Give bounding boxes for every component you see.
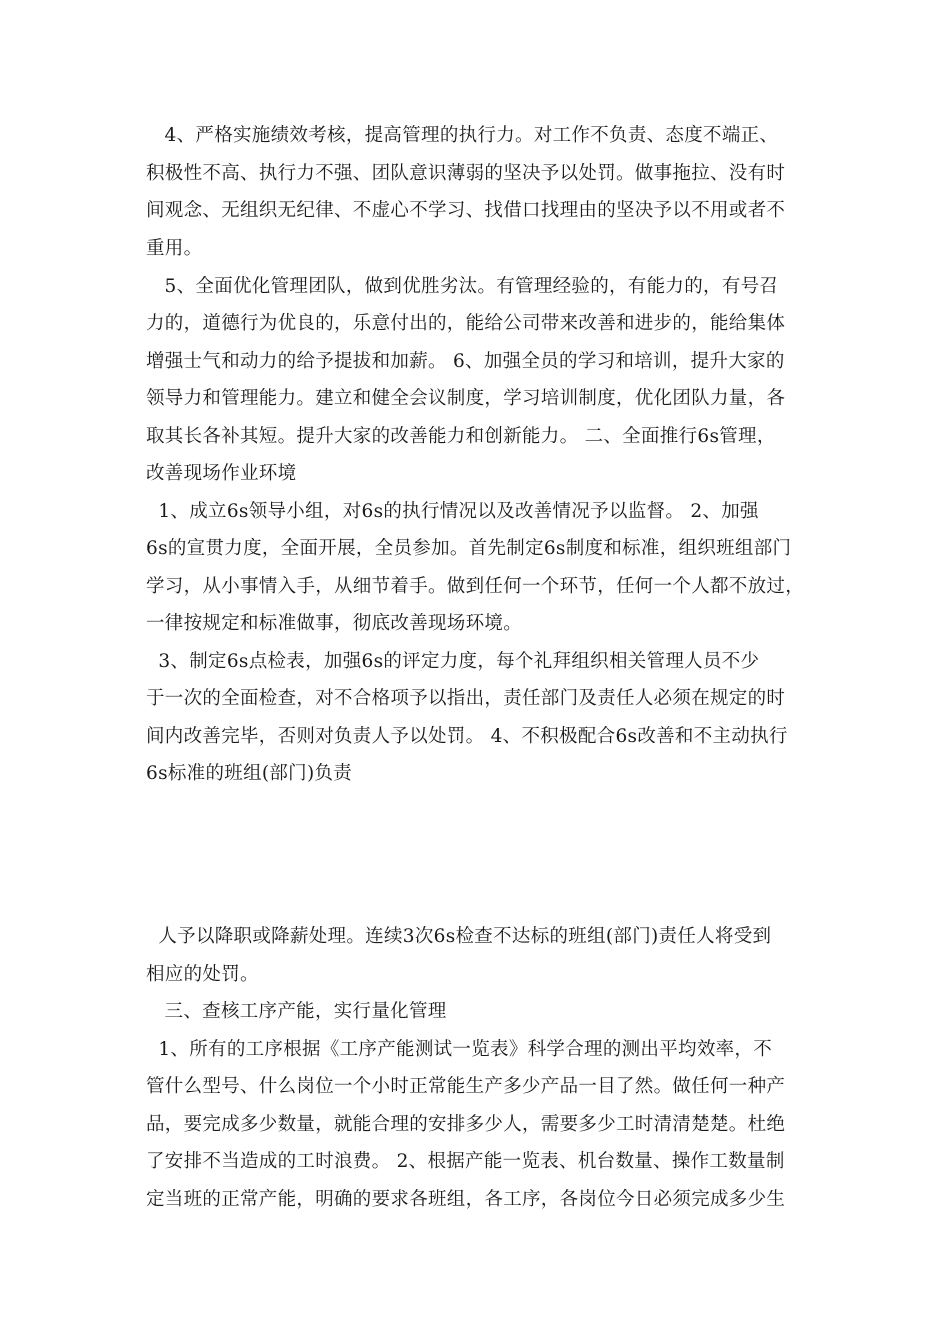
paragraph-line: 定当班的正常产能，明确的要求各班组，各工序，各岗位今日必须完成多少生 <box>146 1189 786 1210</box>
paragraph-line: 改善现场作业环境 <box>146 463 297 484</box>
paragraph-line: 相应的处罚。 <box>146 964 259 985</box>
paragraph-line: 增强士气和动力的给予提拔和加薪。 6、加强全员的学习和培训，提升大家的 <box>146 351 785 372</box>
paragraph-line: 人予以降职或降薪处理。连续3次6s检查不达标的班组(部门)责任人将受到 <box>146 926 772 947</box>
paragraph-line: 3、制定6s点检表，加强6s的评定力度，每个礼拜组织相关管理人员不少 <box>146 651 760 672</box>
paragraph-line: 取其长各补其短。提升大家的改善能力和创新能力。 二、全面推行6s管理， <box>146 426 776 447</box>
paragraph-line: 积极性不高、执行力不强、团队意识薄弱的坚决予以处罚。做事拖拉、没有时 <box>146 163 786 184</box>
paragraph-line: 管什么型号、什么岗位一个小时正常能生产多少产品一目了然。做任何一种产 <box>146 1076 786 1097</box>
paragraph-line: 1、成立6s领导小组，对6s的执行情况以及改善情况予以监督。 2、加强 <box>146 501 759 522</box>
paragraph-line: 学习，从小事情入手，从细节着手。做到任何一个环节，任何一个人都不放过， <box>146 576 805 597</box>
paragraph-line: 品，要完成多少数量，就能合理的安排多少人，需要多少工时清清楚楚。杜绝 <box>146 1114 786 1135</box>
paragraph-line: 6s标准的班组(部门)负责 <box>146 763 353 784</box>
paragraph-line: 于一次的全面检查，对不合格项予以指出，责任部门及责任人必须在规定的时 <box>146 688 786 709</box>
paragraph-line: 了安排不当造成的工时浪费。 2、根据产能一览表、机台数量、操作工数量制 <box>146 1151 785 1172</box>
paragraph-line: 间内改善完毕，否则对负责人予以处罚。 4、不积极配合6s改善和不主动执行 <box>146 726 788 747</box>
paragraph-line: 间观念、无组织无纪律、不虚心不学习、找借口找理由的坚决予以不用或者不 <box>146 200 786 221</box>
paragraph-line: 一律按规定和标准做事，彻底改善现场环境。 <box>146 613 523 634</box>
paragraph-line: 重用。 <box>146 238 203 259</box>
paragraph-line: 4、严格实施绩效考核，提高管理的执行力。对工作不负责、态度不端正、 <box>146 125 779 146</box>
paragraph-line: 1、所有的工序根据《工序产能测试一览表》科学合理的测出平均效率，不 <box>146 1039 773 1060</box>
paragraph-line: 力的，道德行为优良的，乐意付出的，能给公司带来改善和进步的，能给集体 <box>146 313 786 334</box>
paragraph-line: 6s的宣贯力度，全面开展，全员参加。首先制定6s制度和标准，组织班组部门 <box>146 538 792 559</box>
paragraph-line: 领导力和管理能力。建立和健全会议制度，学习培训制度，优化团队力量，各 <box>146 388 786 409</box>
paragraph-line: 5、全面优化管理团队，做到优胜劣汰。有管理经验的，有能力的，有号召 <box>146 276 779 297</box>
paragraph-line: 三、查核工序产能，实行量化管理 <box>146 1001 447 1022</box>
